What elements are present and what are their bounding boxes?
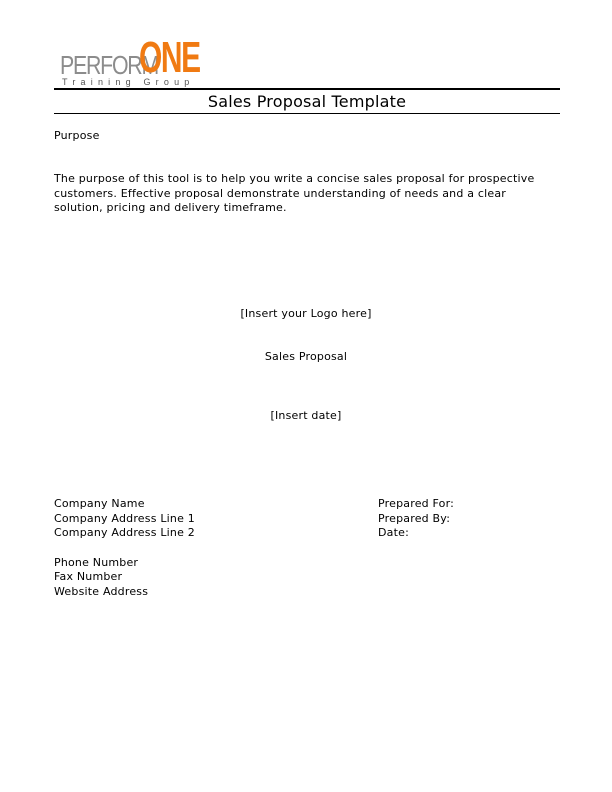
- company-info-block: [54, 497, 195, 600]
- logo-placeholder: [Insert your Logo here]: [240, 307, 372, 320]
- date-label: Date:: [378, 526, 409, 540]
- logo-word-perform: PERFORM: [60, 50, 158, 80]
- header-rule-top: [54, 88, 560, 90]
- company-website: Website Address: [54, 584, 149, 598]
- spacer: [54, 541, 195, 556]
- company-address-line-1: Company Address Line 1: [54, 511, 195, 525]
- company-name: Company Name: [54, 497, 145, 510]
- purpose-label: Purpose: [54, 129, 100, 142]
- header-rule-bottom: [54, 113, 560, 114]
- company-phone: Phone Number: [54, 555, 139, 569]
- proposal-title: Sales Proposal: [264, 350, 348, 363]
- logo-tagline: Training Group: [62, 77, 195, 87]
- date-placeholder: [Insert date]: [270, 409, 342, 422]
- company-address-line-2: Company Address Line 2: [54, 526, 195, 540]
- prepared-by-label: Prepared By:: [378, 511, 451, 525]
- page-title: Sales Proposal Template: [207, 92, 407, 111]
- logo-word-one: ONE: [139, 33, 200, 82]
- prepared-for-label: Prepared For:: [378, 497, 455, 510]
- prepared-info-block: [378, 497, 454, 541]
- company-fax: Fax Number: [54, 570, 123, 584]
- purpose-body: The purpose of this tool is to help you write a concise sales proposal for prospective customers. Effective proposal demonstrate understanding of needs and a clear solution, pricing and delivery timeframe.: [54, 172, 535, 214]
